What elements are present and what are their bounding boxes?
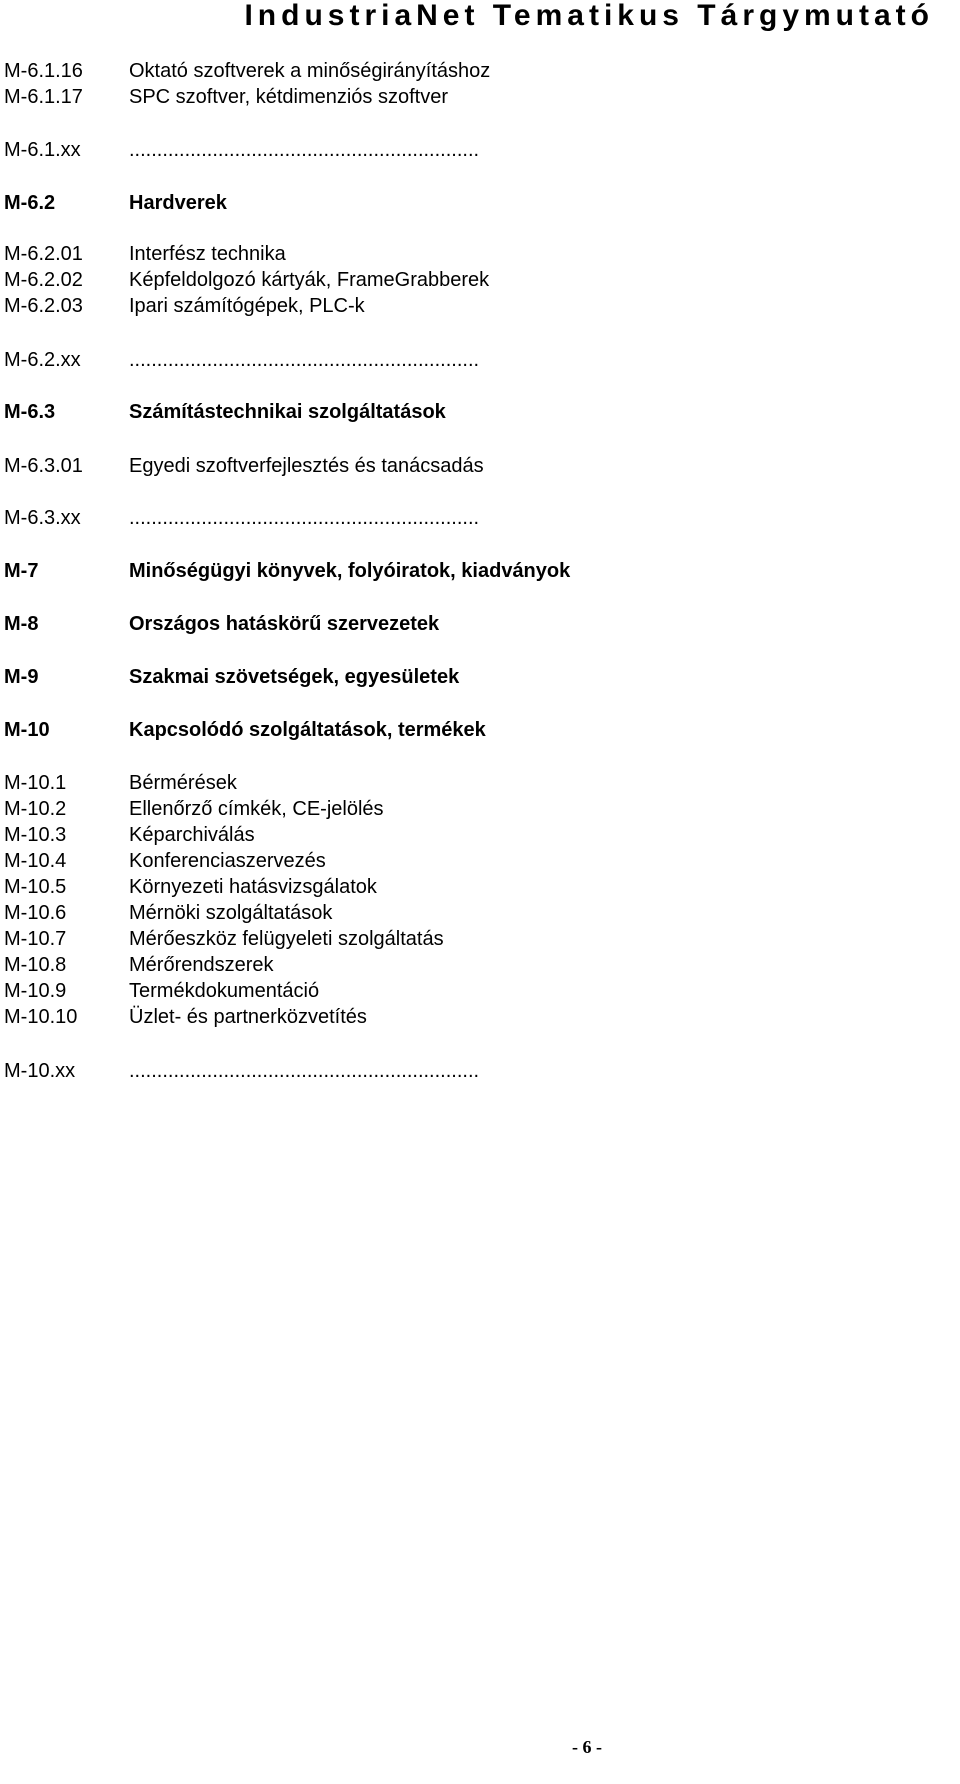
toc-entry-code: M-10.2 [4, 798, 67, 820]
toc-entry-code: M-10.1 [4, 772, 67, 794]
toc-entry-title: Mérnöki szolgáltatások [129, 902, 333, 924]
toc-entry-code: M-6.1.xx [4, 139, 81, 161]
toc-entry-title: Bérmérések [129, 772, 237, 794]
toc-entry-code: M-6.2.01 [4, 243, 83, 265]
toc-entry-title: ............................................................... [129, 139, 480, 161]
toc-entry-title: Számítástechnikai szolgáltatások [129, 401, 446, 423]
toc-entry-title: Mérőeszköz felügyeleti szolgáltatás [129, 928, 444, 950]
toc-entry-title: Képarchiválás [129, 824, 255, 846]
toc-entry-code: M-10.xx [4, 1060, 76, 1082]
toc-entry-code: M-6.3 [4, 401, 56, 423]
toc-entry-code: M-10.7 [4, 928, 67, 950]
toc-entry-title: Interfész technika [129, 243, 286, 265]
toc-entry-code: M-6.1.17 [4, 86, 83, 108]
toc-entry-code: M-7 [4, 560, 39, 582]
toc-entry-title: Kapcsolódó szolgáltatások, termékek [129, 719, 486, 741]
toc-entry-title: ............................................................... [129, 507, 480, 529]
toc-entry-title: Minőségügyi könyvek, folyóiratok, kiadványok [129, 560, 571, 582]
toc-entry-title: Mérőrendszerek [129, 954, 274, 976]
toc-entry-code: M-9 [4, 666, 39, 688]
page-number: - 6 - [572, 1737, 602, 1757]
toc-entry-title: Konferenciaszervezés [129, 850, 326, 872]
page-header-title: IndustriaNet Tematikus Tárgymutató [244, 0, 934, 32]
toc-entry-code: M-8 [4, 613, 39, 635]
toc-entry-code: M-6.2.xx [4, 349, 81, 371]
toc-entry-code: M-10.3 [4, 824, 67, 846]
toc-entry-title: Üzlet- és partnerközvetítés [129, 1006, 367, 1028]
toc-entry-title: Ellenőrző címkék, CE-jelölés [129, 798, 384, 820]
toc-entry-code: M-6.3.xx [4, 507, 81, 529]
toc-entry-code: M-10.6 [4, 902, 67, 924]
toc-entry-title: ............................................................... [129, 349, 480, 371]
toc-entry-code: M-10.4 [4, 850, 67, 872]
toc-entry-title: SPC szoftver, kétdimenziós szoftver [129, 86, 449, 108]
toc-entry-title: Egyedi szoftverfejlesztés és tanácsadás [129, 455, 484, 477]
toc-entry-title: Országos hatáskörű szervezetek [129, 613, 440, 635]
toc-entry-title: Szakmai szövetségek, egyesületek [129, 666, 460, 688]
toc-entry-title: Termékdokumentáció [129, 980, 320, 1002]
toc-entry-code: M-6.2 [4, 192, 56, 214]
toc-entry-code: M-6.2.02 [4, 269, 83, 291]
toc-entry-code: M-6.3.01 [4, 455, 83, 477]
toc-entry-code: M-10.9 [4, 980, 67, 1002]
toc-entry-title: Oktató szoftverek a minőségirányításhoz [129, 60, 491, 82]
toc-entry-code: M-10.10 [4, 1006, 78, 1028]
toc-entry-title: ............................................................... [129, 1060, 480, 1082]
toc-entry-title: Környezeti hatásvizsgálatok [129, 876, 377, 898]
toc-entry-title: Képfeldolgozó kártyák, FrameGrabberek [129, 269, 490, 291]
toc-entry-code: M-10.5 [4, 876, 67, 898]
toc-entry-code: M-6.2.03 [4, 295, 83, 317]
toc-entry-code: M-6.1.16 [4, 60, 83, 82]
toc-entry-code: M-10 [4, 719, 50, 741]
toc-entry-code: M-10.8 [4, 954, 67, 976]
toc-entry-title: Hardverek [129, 192, 227, 214]
toc-entry-title: Ipari számítógépek, PLC-k [129, 295, 365, 317]
